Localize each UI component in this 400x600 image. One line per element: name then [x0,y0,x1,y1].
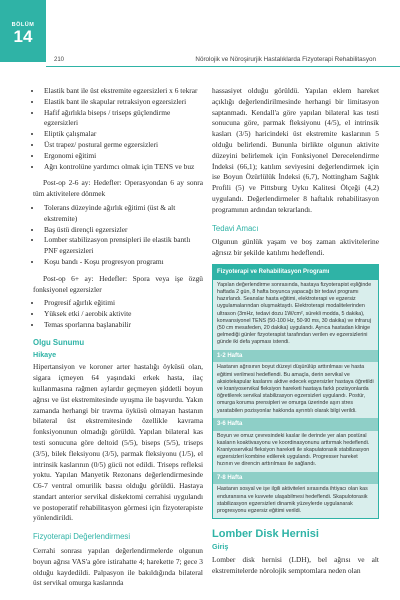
rehab-program-intro: Yapılan değerlendirme sonrasında, hastaya fizyoterapist eşliğinde haftada 2 gün, 8 hafta boyunca yapacağı bir tedavi programı hazırlandı. Seanslar hasta eğitimi, elektroterapi ve egzersiz uygulamalarından oluşmaktaydı. Elektroterapi modalitelerinden ultrason (3mHz, tedavi dozu 1W/cm², sürekli modda, 5 dakika), konvansiyonel TENS (50-100 Hz, 50-90 ms, 30 dakika) ve infraruj (50 cm mesafeden, 20 dakika) uygulandı. Ayrıca hastadan klinige gelmediği günler fizyoterapist tarafından verilen ev egzersizlerini günde iki defa yapması istendi. [217,281,372,346]
list-item: • Hafif ağırlıkla biseps / triseps güçlendirme egzersizleri [42,108,203,130]
list-item: • Ergonomi eğitimi [42,151,203,162]
list-item: • Elastik bant ile skapular retraksiyon egzersizleri [42,97,203,108]
history-paragraph: Hipertansiyon ve koroner arter hastalığı öyküsü olan, sigara içmeyen 64 yaşındaki erkek hasta, ilaç kullanmasına rağmen aylardır geçmeyen şiddetli boyun ağrısı ve üst ekstremitesinde uyuşma ile başvurdu. Yakın zamanda herhangi bir travma öyküsü olmayan hastanın bilateral üst ekstremitesinde özellikle kavrama fonksiyonunun olmadığı görüldü. Yapılan bilateral kas testi sonucuna göre deltoid (5/5), biseps (5/5), triseps (3/5), bilek fleksiyonu (3/5), parmak fleksiyonu (1/5), el intrinsik kaslarının (0/5) gücü not edildi. Triseps refleksi yoktu. Yapılan Manyetik Rezonans değerlendirmesinde C6-7 ventral omurilik basısı olduğu görüldü. Hastaya standart anterior servikal diskektomi cerrahisi uygulandı ve postoperatif rehabilitasyon görmesi için fizyoterapiste yönlendirildi. [33,362,203,523]
rehab-program-title: Fizyoterapi ve Rehabilitasyon Programı [213,265,378,280]
assessment-heading: Fizyoterapi Değerlendirmesi [33,532,131,542]
chapter-label: BÖLÜM [11,22,35,28]
rehab-program-box [212,264,379,519]
post-op-6-paragraph: Post-op 6+ ay: Hedefler: Spora veya işe özgü fonksiyonel egzersizler [33,273,203,294]
page-number: 210 [54,57,65,63]
list-item: • Elastik bant ile üst ekstremite egzersizleri x 6 tekrar [42,86,203,97]
history-heading: Hikaye [33,349,57,359]
introduction-paragraph: Lomber disk hernisi (LDH), bel ağrısı ve alt ekstremitelerde nörolojik semptomlara neden olan [212,554,379,575]
week-3-6-label: 3-6 Hafta [213,418,378,431]
list-item: • Ağrı kontrolüne yardımcı olmak için TENS ve buz [42,162,203,173]
chapter-tab [0,0,46,62]
list-item: • Yüksek etki / aerobik aktivite [42,309,203,320]
list-item: • Eliptik çalışmalar [42,129,203,140]
chapter-number: 14 [13,27,33,46]
week-1-2-label: 1-2 Hafta [213,350,378,363]
list-item: • Baş üstü dirençli egzersizler [42,225,203,236]
treatment-goal-paragraph: Olgunun günlük yaşam ve boş zaman aktivitelerine ağrısız bir şekilde katılımı hedeflendi. [212,237,379,258]
week-1-2-text: Hastanın ağrısının boyut düzeyi düşürülüp arttırılması ve hasta eğitimi verilmesi hedeflendi. Bu amaçla, derin servikal ve aksiotekapular kaslarını aktive edecek egzersizler hastaya öğretildi ve kraniyoservikal fleksiyon hareketi hastaya farklı pozisyonlarda öğretilerek servikal stabilizasyon egzersizleri uygulandı. Postür, omurga koruma prensipleri ve omurga üzerinde aşırı stres yaratabilen pozisyonlar hakkında ayrıntılı olarak bilgi verildi. [217,364,374,414]
running-title: Nörolojik ve Nöroşirurjik Hastalıklarda Fizyoterapi Rehabilitasyon [195,56,376,63]
header-rule [46,66,400,67]
left-column [33,86,203,592]
week-7-8-text: Hastanın sosyal ve işe ilgili aktiviteleri sırasında ihtiyacı olan kas enduransına ve kuvvete ulaşabilmesi hedeflendi. Skapulotorasik stabilizasyon egzersizleri dinamik yüzeylerde uygulanarak progresyonu egzersiz eğitimi verildi. [217,486,368,515]
list-item: • Koşu bandı - Koşu progresyon programı [42,257,203,268]
case-report-heading: Olgu Sunumu [33,337,85,347]
lumbar-disc-heading: Lomber Disk Hernisi [212,528,319,541]
list-item: • Üst trapez/ postural germe egzersizleri [42,140,203,151]
assessment-continued-paragraph: hassasiyet olduğu görüldü. Yapılan eklem hareket açıklığı değerlendirilmesinde herhangi bir limitasyon saptanmadı. Kendall'a göre yapılan bilateral kas testi sonucuna göre, parmak fleksiyonu (4/5), el intrinsik kasları (3/5) haricindeki üst ekstremite kaslarının 5 olduğu belirlendi. Bununla birlikte olgunun aktivite düzeyini belirlemek için Fonksiyonel Derecelendirme İndeksi (66,1); katılım seviyesini değerlendirmek için ise Boyun Özürlülük İndeksi (6,7), Nottingham Sağlık Profili (5) ve Pittsburg Uyku Kalitesi Ölçeği (4,2) uygulandı. Değerlendirmeler 8 haftalık rehabilitasyon programının ardından tekrarlandı. [212,86,379,214]
list-item: • Temas sporlarına başlanabilir [42,320,203,331]
post-op-2-6-paragraph: Post-op 2-6 ay: Hedefler: Operasyondan 6 ay sonra tüm aktivitelere dönmek [33,178,203,199]
list-item: • Tolerans düzeyinde ağırlık eğitimi (üst & alt ekstremite) [42,203,203,225]
list-item: • Progresif ağırlık eğitimi [42,298,203,309]
list-item: • Lomber stabilizasyon prensipleri ile elastik bantlı PNF egzersizleri [42,235,203,257]
exercise-list-1 [33,86,203,172]
right-column [212,86,379,579]
week-7-8-label: 7-8 Hafta [213,472,378,485]
treatment-goal-heading: Tedavi Amacı [212,223,259,233]
exercise-list-2 [33,203,203,268]
exercise-list-3 [33,298,203,330]
assessment-paragraph: Cerrahi sonrası yapılan değerlendirmelerde olgunun boyun ağrısı VAS'a göre istirahatte 4; harekette 7; gece 3 olduğu kaydedildi. Palpasyon ile bakıldığında bilateral üst servikal omurga kaslarında [33,546,203,588]
week-3-6-text: Boyun ve omuz çevresindeki kaslar ile derinde yer alan postüral kasların koaktivasyonu ve koordinasyonunu arttırmak hedeflendi. Kraniyoservikal fleksiyon hareketi ile skapulatorasik stabilizasyon egzersizleri kombine edilerek uygulandı. Progresser hareket hızının ve direncin arttırılması ile sağlandı. [217,432,370,468]
introduction-heading: Giriş [212,542,229,552]
